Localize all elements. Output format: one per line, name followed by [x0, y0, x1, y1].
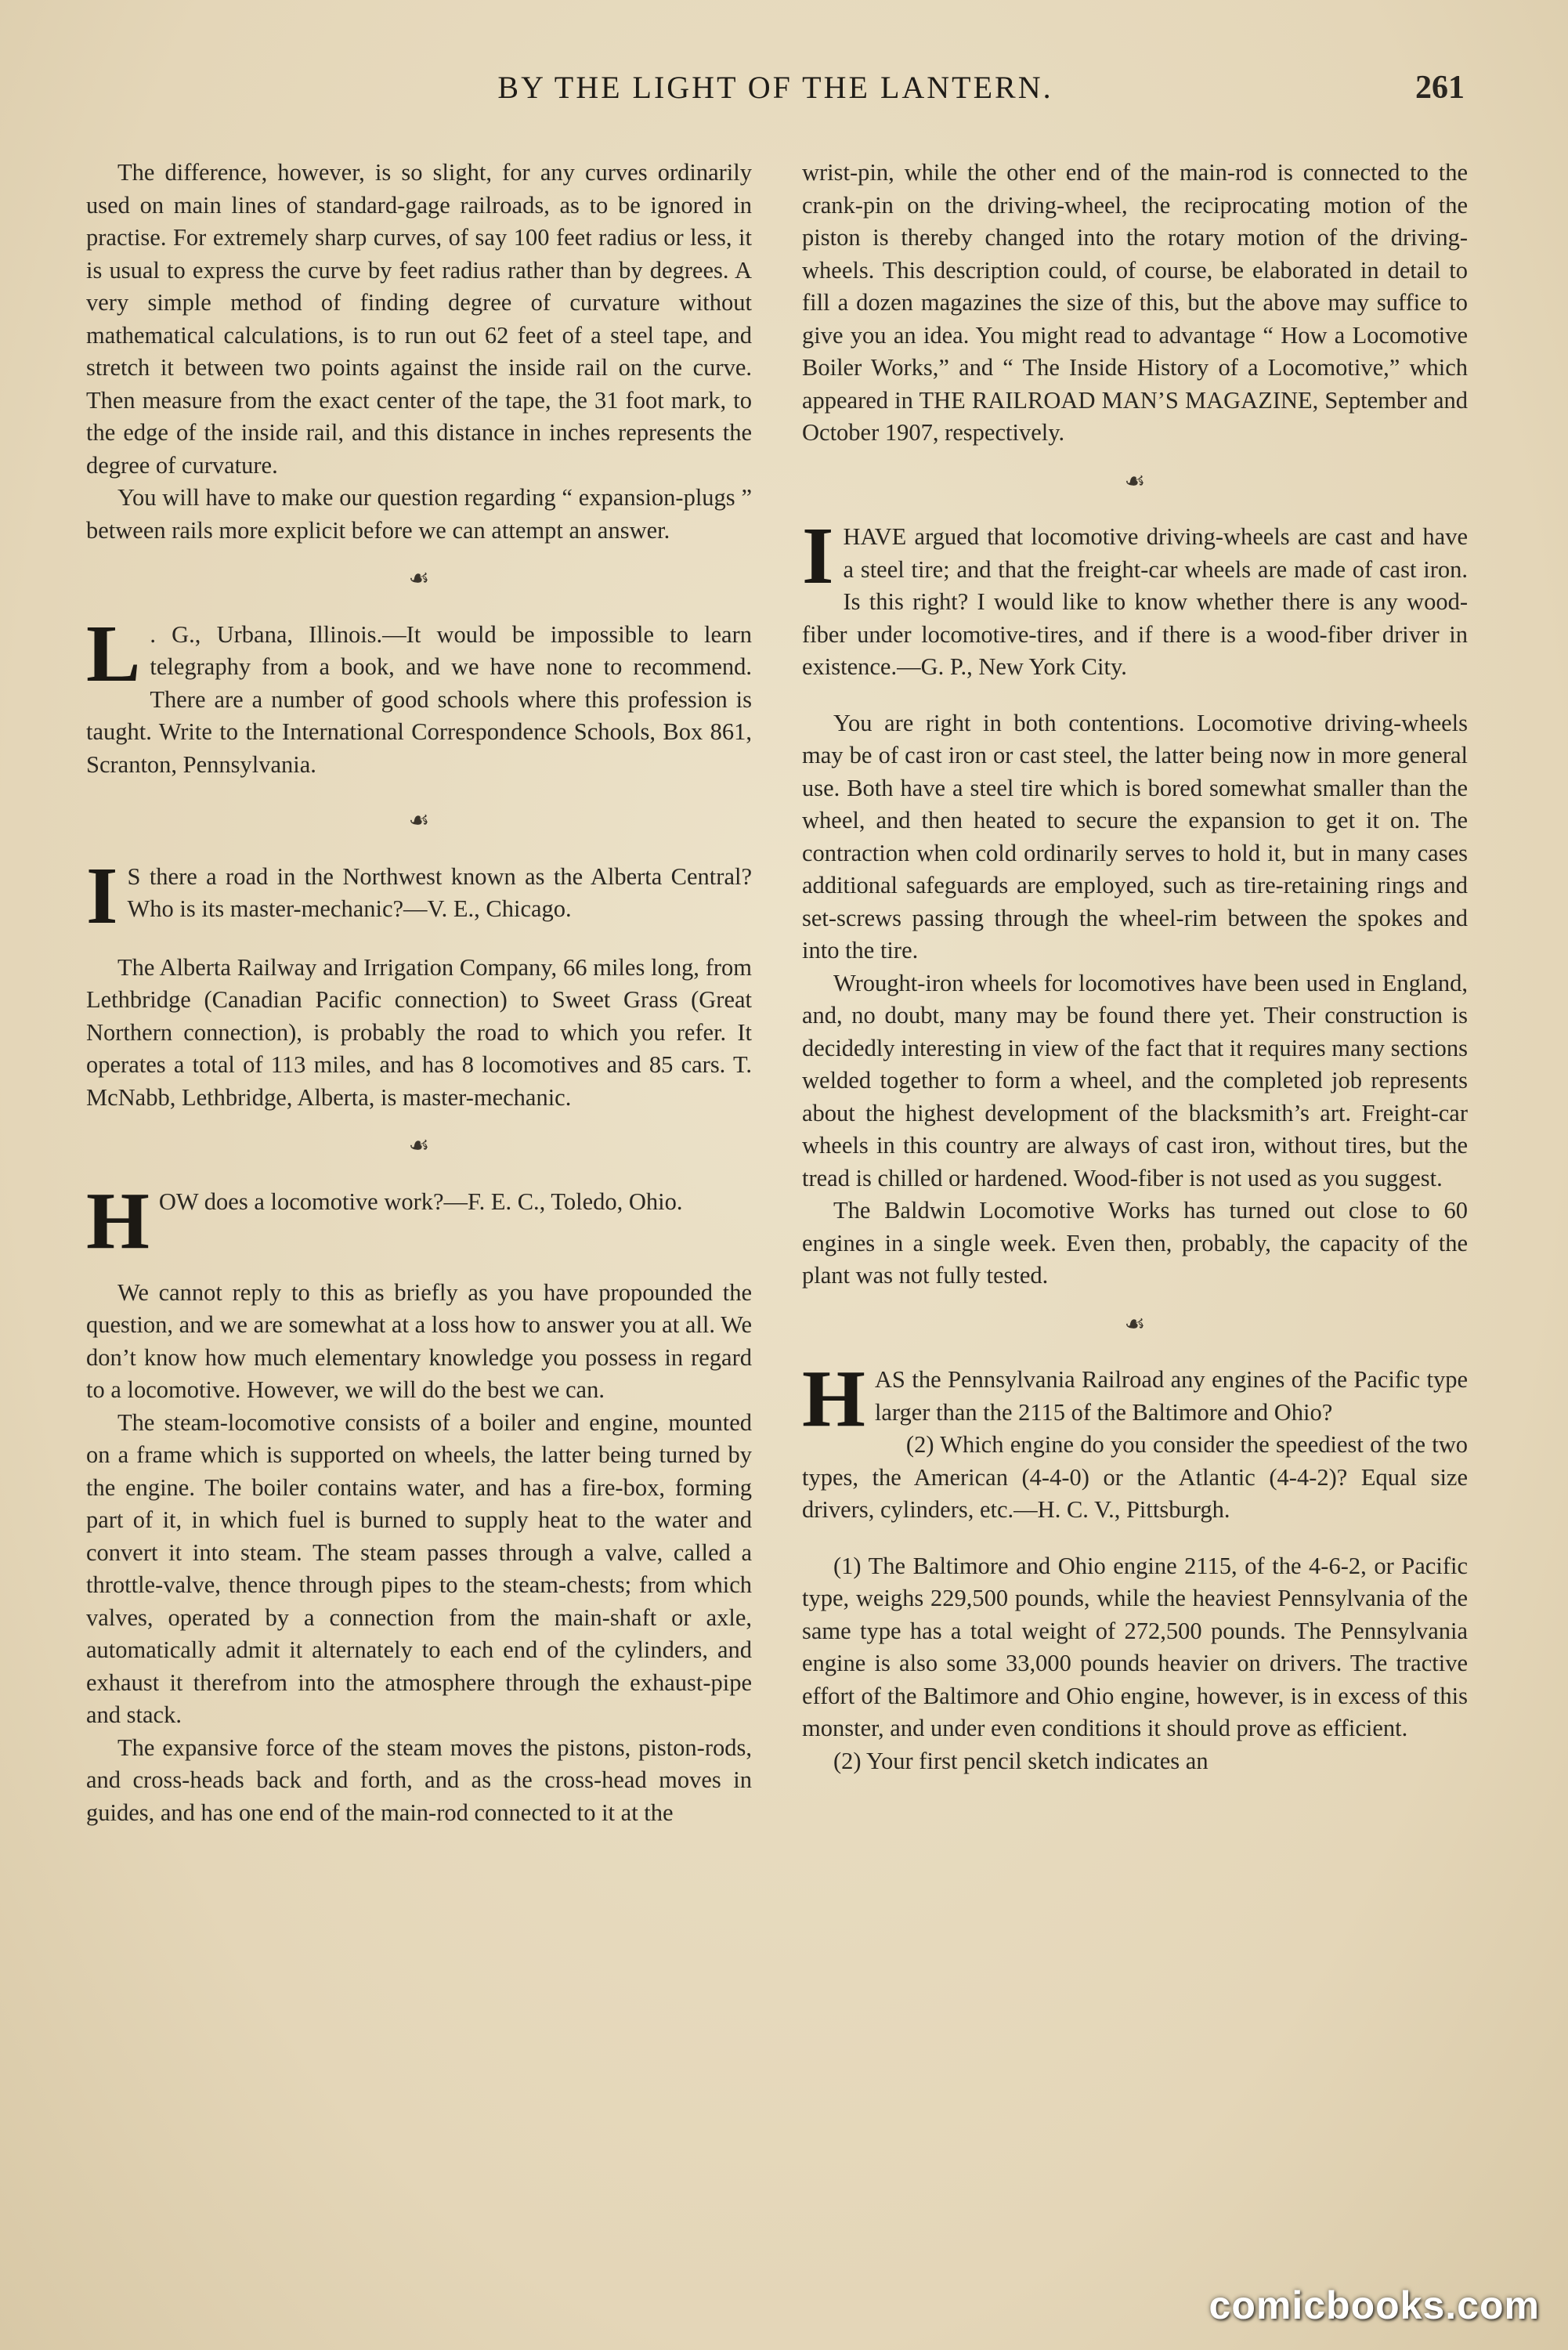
question-text: AS the Pennsylvania Railroad any engines of the Pacific type larger than the 2115 of the Baltimore and Ohio? — [874, 1366, 1468, 1426]
paragraph: The difference, however, is so slight, for any curves ordinarily used on main lines of standard-gage railroads, as to be ignored in practise. For extremely sharp curves, of say 100 feet radius or less, it is usual to express the curve by feet radius rather than by degrees. A very simple method of finding degree of curvature without mathematical calculations, is to run out 62 feet of a steel tape, and stretch it between two points against the inside rail on the curve. Then measure from the exact center of the tape, the 31 foot mark, to the edge of the inside rail, and this distance in inches represents the degree of curvature. — [86, 159, 752, 479]
question-text: (2) Which engine do you consider the speediest of the two types, the American (4-4-0) or the Atlantic (4-4-2)? Equal size drivers, cylinders, etc.—H. C. V., Pittsburgh. — [802, 1431, 1468, 1523]
ornament-icon: ☙ — [408, 1133, 430, 1159]
paragraph: (1) The Baltimore and Ohio engine 2115, of the 4-6-2, or Pacific type, weighs 229,500 pounds, while the heaviest Pennsylvania of the same type has a total weight of 272,500 pounds. The Pennsylvania engine is also some 33,000 pounds heavier on drivers. The tractive effort of the Baltimore and Ohio engine, however, is in excess of this monster, and under even conditions it should prove as efficient. — [802, 1552, 1468, 1741]
question-text: OW does a locomotive work?—F. E. C., Toledo, Ohio. — [158, 1188, 683, 1215]
drop-cap: I — [802, 521, 834, 601]
paragraph: The expansive force of the steam moves the pistons, piston-rods, and cross-heads back and forth, and as the cross-head moves in guides, and has one end of the main-rod connected to it at the — [86, 1734, 752, 1826]
page-number: 261 — [1415, 70, 1465, 106]
ornament-icon: ☙ — [1124, 468, 1146, 494]
question-text: . G., Urbana, Illinois.—It would be impossible to learn telegraphy from a book, and we have none to recommend. There are a number of good schools where this profession is taught. Write to the International Correspondence Schools, Box 861, Scranton, Pennsylvania. — [86, 620, 752, 778]
question-block — [86, 861, 752, 928]
drop-cap: H — [802, 1364, 865, 1444]
ornament-icon: ☙ — [408, 566, 430, 591]
drop-cap: H — [86, 1185, 150, 1253]
running-title: BY THE LIGHT OF THE LANTERN. — [497, 70, 1053, 105]
paragraph: The steam-locomotive consists of a boiler and engine, mounted on a frame which is supported on wheels, the latter being turned by the engine. The boiler contains water, and has a fire-box, forming part of it, in which fuel is burned to supply heat to the water and convert it into steam. The steam passes through a valve, called a throttle-valve, thence through pipes to the steam-chests; from which valves, operated by a connection from the main-shaft or axle, automatically admit it alternately to each end of the cylinders, and exhaust it therefrom into the atmosphere through the exhaust-pipe and stack. — [86, 1408, 752, 1728]
question-block — [86, 619, 752, 782]
question-text: S there a road in the Northwest known as the Alberta Central? Who is its master-mechanic?—V. E., Chicago. — [127, 862, 752, 922]
ornament-icon: ☙ — [1124, 1311, 1146, 1337]
paragraph: You will have to make our question regarding “ expansion-plugs ” between rails more explicit before we can attempt an answer. — [86, 484, 752, 544]
question-block — [802, 521, 1468, 684]
watermark: comicbooks.com — [1209, 2283, 1540, 2327]
paragraph: The Alberta Railway and Irrigation Company, 66 miles long, from Lethbridge (Canadian Pacific connection) to Sweet Grass (Great Northern connection), is probably the road to which you refer. It operates a total of 113 miles, and has 8 locomotives and 85 cars. T. McNabb, Lethbridge, Alberta, is master-mechanic. — [86, 953, 752, 1111]
paragraph: We cannot reply to this as briefly as you have propounded the question, and we are somewhat at a loss how to answer you at all. We don’t know how much elementary knowledge you possess in regard to a locomotive. However, we will do the best we can. — [86, 1278, 752, 1403]
question-text: HAVE argued that locomotive driving-wheels are cast and have a steel tire; and that the freight-car wheels are made of cast iron. Is this right? I would like to know whether there is any wood-fiber under locomotive-tires, and if there is a wood-fiber driver in existence.—G. P., New York City. — [802, 523, 1468, 680]
left-column — [86, 157, 752, 1829]
drop-cap: I — [86, 860, 118, 928]
question-block — [86, 1186, 752, 1253]
right-column — [802, 157, 1468, 1777]
paragraph: (2) Your first pencil sketch indicates an — [833, 1747, 1209, 1774]
drop-cap: L — [86, 618, 141, 699]
page-header — [86, 69, 1465, 116]
paragraph: Wrought-iron wheels for locomotives have been used in England, and, no doubt, many may be found there yet. Their construction is decidedly interesting in view of the fact that it requires many sections welded together to form a wheel, and the completed job represents about the highest development of the blacksmith’s art. Freight-car wheels in this country are always of cast iron, without tires, but the tread is chilled or hardened. Wood-fiber is not used as you suggest. — [802, 969, 1468, 1191]
ornament-icon: ☙ — [408, 808, 430, 833]
paragraph: wrist-pin, while the other end of the main-rod is connected to the crank-pin on the driving-wheel, the reciprocating motion of the piston is thereby changed into the rotary motion of the driving-wheels. This description could, of course, be elaborated in detail to fill a dozen magazines the size of this, but the above may suffice to give you an idea. You might read to advantage “ How a Locomotive Boiler Works,” and “ The Inside History of a Locomotive,” which appeared in THE RAILROAD MAN’S MAGAZINE, September and October 1907, respectively. — [802, 159, 1468, 446]
question-block — [802, 1364, 1468, 1527]
paragraph: You are right in both contentions. Locomotive driving-wheels may be of cast iron or cast steel, the latter being now in more general use. Both have a steel tire which is bored somewhat smaller than the wheel, and then heated to secure the expansion to get it on. The contraction when cold ordinarily serves to hold it, but in many cases additional safeguards are employed, such as tire-retaining rings and set-screws passing through the wheel-rim between the spokes and into the tire. — [802, 709, 1468, 964]
paragraph: The Baldwin Locomotive Works has turned out close to 60 engines in a single week. Even then, probably, the capacity of the plant was not fully tested. — [802, 1197, 1468, 1289]
